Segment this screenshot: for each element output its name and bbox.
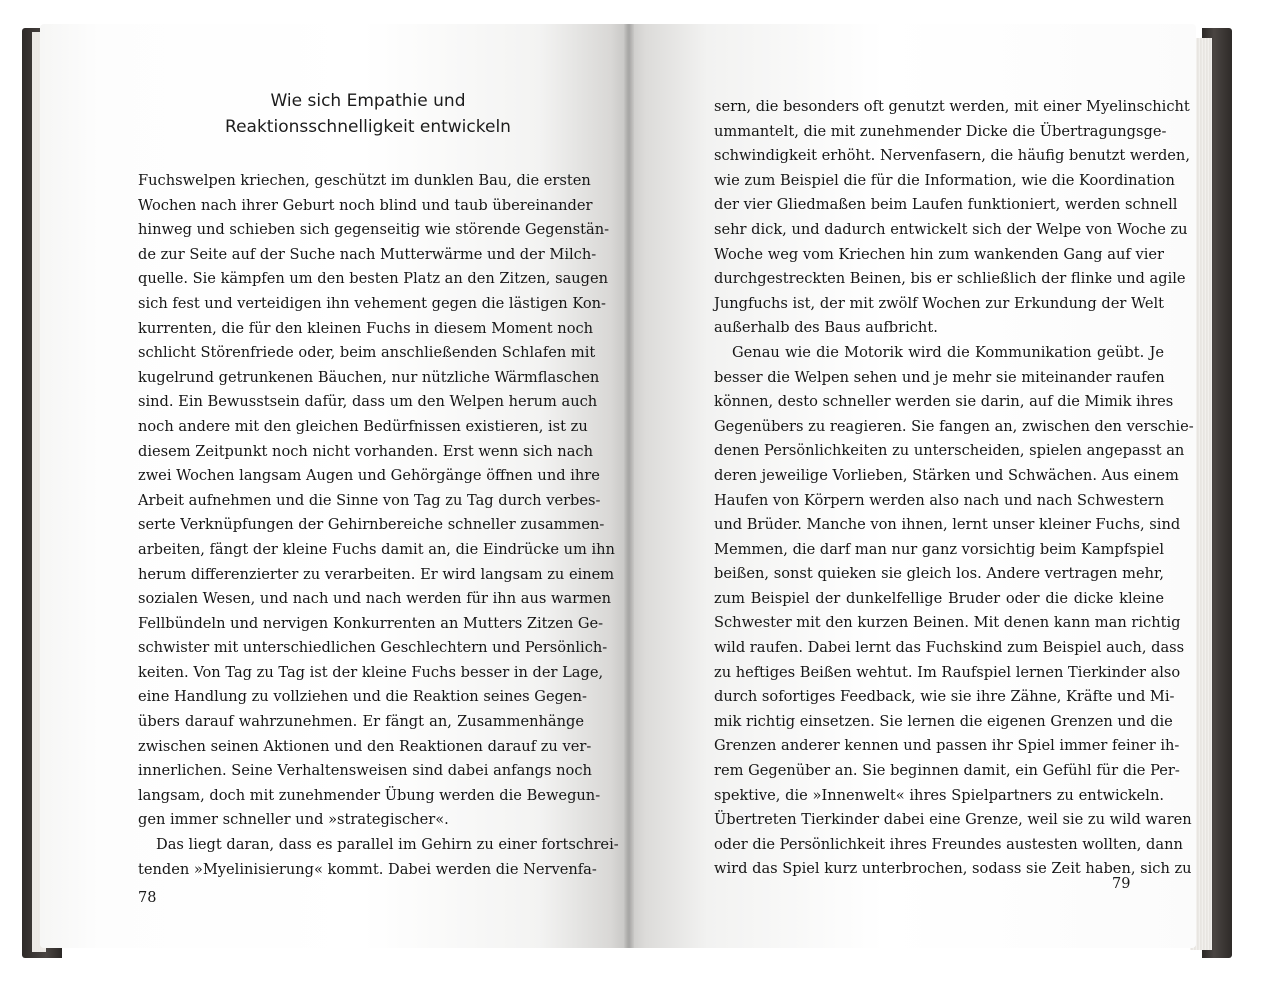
text-line: Fellbündeln und nervigen Konkurrenten an Mutters Zitzen Ge- [138,614,604,632]
text-line: Grenzen anderer kennen und passen ihr Spiel immer feiner ih- [714,737,1180,755]
chapter-title-line-1: Wie sich Empathie und [270,91,466,111]
text-line: besser die Welpen sehen und je mehr sie miteinander raufen [714,368,1165,386]
text-line: schwister mit unterschiedlichen Geschlechtern und Persönlich- [138,639,608,657]
left-page-body-text [138,169,619,882]
open-book [22,20,1232,960]
text-line: Genau wie die Motorik wird die Kommunikation geübt. Je [732,343,1164,361]
text-line: Übertreten Tierkinder dabei eine Grenze, weil sie zu wild waren [714,811,1192,829]
text-line: serte Verknüpfungen der Gehirnbereiche schneller zusammen- [138,516,605,534]
text-line: Woche weg vom Kriechen hin zum wankenden Gang auf vier [714,245,1164,263]
text-line: kurrenten, die für den kleinen Fuchs in diesem Moment noch [138,319,594,337]
text-line: Jungfuchs ist, der mit zwölf Wochen zur Erkundung der Welt [714,294,1164,312]
text-line: Gegenübers zu reagieren. Sie fangen an, zwischen den verschie- [714,417,1194,435]
text-line: schwindigkeit erhöht. Nervenfasern, die häufig benutzt werden, [714,147,1190,165]
right-page-body-text [714,95,1194,882]
text-line: Wochen nach ihrer Geburt noch blind und taub übereinander [138,196,593,214]
text-line: Das liegt daran, dass es parallel im Gehirn zu einer fortschrei- [156,836,619,854]
text-line: innerlichen. Seine Verhaltensweisen sind dabei anfangs noch [138,762,592,780]
text-line: sind. Ein Bewusstsein dafür, dass um den Welpen herum auch [138,393,598,411]
chapter-title [158,88,578,140]
text-line: hinweg und schieben sich gegenseitig wie störende Gegenstän- [138,221,610,239]
text-line: sozialen Wesen, und nach und nach werden für ihn aus warmen [138,590,612,608]
text-line: ummantelt, die mit zunehmender Dicke die Übertragungsge- [714,122,1167,140]
page-number: 78 [138,890,157,906]
text-line: außerhalb des Baus aufbricht. [714,319,938,337]
text-line: Memmen, die darf man nur ganz vorsichtig beim Kampfspiel [714,540,1165,558]
text-line: zwei Wochen langsam Augen und Gehörgänge öffnen und ihre [138,467,600,485]
text-line: durch sofortiges Feedback, wie sie ihre Zähne, Kräfte und Mi- [714,688,1175,706]
text-line: Schwester mit den kurzen Beinen. Mit denen kann man richtig [714,614,1181,632]
text-line: sich fest und verteidigen ihn vehement gegen die lästigen Kon- [138,294,606,312]
text-line: langsam, doch mit zunehmender Übung werden die Bewegun- [138,786,601,804]
text-line: gen immer schneller und »strategischer«. [138,811,449,829]
text-line: eine Handlung zu vollziehen und die Reaktion seines Gegen- [138,688,587,706]
text-line: rem Gegenüber an. Sie beginnen damit, ein Gefühl für die Per- [714,762,1180,780]
text-line: der vier Gliedmaßen beim Laufen funktioniert, werden schnell [714,196,1178,214]
text-line: diesem Zeitpunkt noch nicht vorhanden. Erst wenn sich nach [138,442,593,460]
text-line: deren jeweilige Vorlieben, Stärken und Schwächen. Aus einem [714,466,1179,484]
book-gutter [624,24,634,948]
text-line: herum differenzierter zu verarbeiten. Er wird langsam zu einem [138,565,615,583]
text-line: tenden »Myelinisierung« kommt. Dabei werden die Nervenfa- [138,860,597,878]
text-line: sehr dick, und dadurch entwickelt sich der Welpe von Woche zu [714,220,1188,238]
text-line: oder die Persönlichkeit ihres Freundes austesten wollten, dann [714,835,1183,853]
text-line: arbeiten, fängt der kleine Fuchs damit an, die Eindrücke um ihn [138,540,615,558]
text-line: zwischen seinen Aktionen und den Reaktionen darauf zu ver- [138,737,592,755]
text-line: kugelrund getrunkenen Bäuchen, nur nützliche Wärmflaschen [138,368,600,386]
page-number: 79 [1112,876,1131,892]
text-line: sern, die besonders oft genutzt werden, mit einer Myelinschicht [714,98,1190,115]
text-line: Arbeit aufnehmen und die Sinne von Tag zu Tag durch verbes- [138,491,601,509]
text-line: wie zum Beispiel die für die Information, wie die Koordination [714,171,1175,189]
text-line: wild raufen. Dabei lernt das Fuchskind zum Beispiel auch, dass [714,639,1185,657]
text-line: zum Beispiel der dunkelfellige Bruder oder die dicke kleine [714,589,1164,607]
text-line: mik richtig einsetzen. Sie lernen die eigenen Grenzen und die [714,712,1173,730]
text-line: denen Persönlichkeiten zu unterscheiden, spielen angepasst an [714,442,1185,460]
text-line: übers darauf wahrzunehmen. Er fängt an, Zusammenhänge [138,713,584,731]
text-line: noch andere mit den gleichen Bedürfnissen existieren, ist zu [138,417,588,435]
text-line: schlicht Störenfriede oder, beim anschließenden Schlafen mit [138,344,596,362]
text-line: zu heftiges Beißen wehtut. Im Raufspiel lernen Tierkinder also [714,663,1181,681]
text-line: Fuchswelpen kriechen, geschützt im dunklen Bau, die ersten [138,172,591,189]
text-line: spektive, die »Innenwelt« ihres Spielpartners zu entwickeln. [714,786,1164,804]
text-line: wird das Spiel kurz unterbrochen, sodass sie Zeit haben, sich zu [714,860,1192,878]
chapter-title-line-2: Reaktionsschnelligkeit entwickeln [225,117,511,137]
text-line: und Brüder. Manche von ihnen, lernt unser kleiner Fuchs, sind [714,516,1181,534]
text-line: Haufen von Körpern werden also nach und nach Schwestern [714,491,1165,509]
left-page [40,24,628,948]
text-line: de zur Seite auf der Suche nach Mutterwärme und der Milch- [138,245,597,263]
text-line: quelle. Sie kämpfen um den besten Platz an den Zitzen, saugen [138,270,609,288]
text-line: durchgestreckten Beinen, bis er schließlich der flinke und agile [714,270,1186,288]
text-line: beißen, sonst quieken sie gleich los. Andere vertragen mehr, [714,565,1164,583]
text-line: können, desto schneller werden sie darin, auf die Mimik ihres [714,393,1174,411]
text-line: keiten. Von Tag zu Tag ist der kleine Fuchs besser in der Lage, [138,663,604,681]
right-page [628,24,1196,948]
